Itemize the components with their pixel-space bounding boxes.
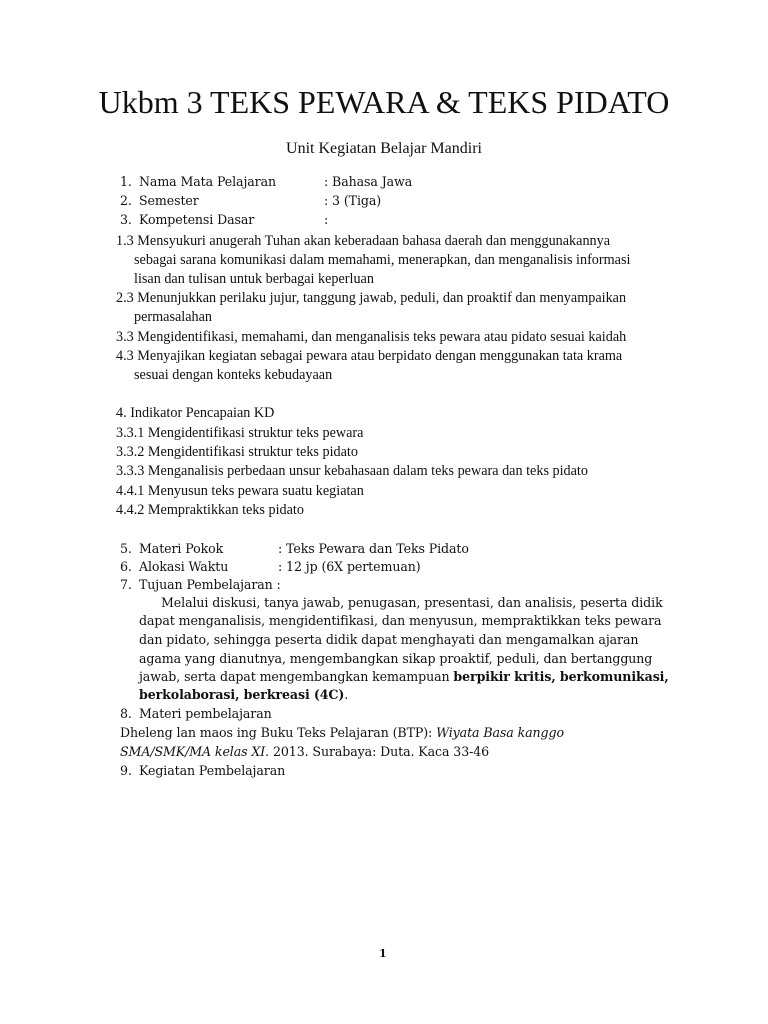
paragraph-line: dapat menganalisis, mengidentifikasi, dan menyusun, mempraktikkan teks pewara [139,613,662,628]
info-value: : [324,212,329,227]
paragraph-line: dan pidato, sehingga peserta didik dapat menghayati dan mengamalkan ajaran [139,632,639,647]
kd-line: 1.3 Mensyukuri anugerah Tuhan akan keberadaan bahasa daerah dan menggunakannya [116,233,611,249]
document-subtitle: Unit Kegiatan Belajar Mandiri [286,140,482,157]
text: Dheleng lan maos ing Buku Teks Pelajaran (BTP): [120,725,437,740]
indikator-item: 4.4.2 Mempraktikkan teks pidato [116,502,304,518]
text: . 2013. Surabaya: Duta. Kaca 33-46 [265,744,490,759]
paragraph-line: Melalui diskusi, tanya jawab, penugasan, presentasi, dan analisis, peserta didik [161,595,663,610]
document-title: Ukbm 3 TEKS PEWARA & TEKS PIDATO [98,84,670,120]
item-value: : Teks Pewara dan Teks Pidato [278,541,469,556]
info-label: Kompetensi Dasar [139,212,255,227]
indikator-item: 4.4.1 Menyusun teks pewara suatu kegiatan [116,483,364,499]
paragraph-line [139,668,669,686]
italic-text: SMA/SMK/MA kelas XI [120,744,266,759]
bold-text: berkolaborasi, berkreasi (4C) [139,687,345,702]
item-num: 5. [120,541,132,556]
indikator-item: 3.3.3 Menganalisis perbedaan unsur kebahasaan dalam teks pewara dan teks pidato [116,463,588,479]
text: jawab, serta dapat mengembangkan kemampuan [139,669,454,684]
kd-line: 2.3 Menunjukkan perilaku jujur, tanggung jawab, peduli, dan proaktif dan menyampaikan [116,290,627,306]
item-label: Materi Pokok [139,541,224,556]
kd-line: 3.3 Mengidentifikasi, memahami, dan menganalisis teks pewara atau pidato sesuai kaidah [116,329,627,345]
info-num: 1. [120,174,132,189]
text: . [344,687,349,702]
info-label: Nama Mata Pelajaran [139,174,277,189]
paragraph-line: agama yang dianutnya, mengembangkan sikap proaktif, peduli, dan bertanggung [139,651,653,666]
item-label: Materi pembelajaran [139,706,272,721]
item-label: Kegiatan Pembelajaran [139,763,286,778]
reference-line [120,724,564,742]
info-value: : Bahasa Jawa [324,174,413,189]
indikator-heading: 4. Indikator Pencapaian KD [116,405,275,421]
paragraph-line [139,686,348,704]
kd-line: lisan dan tulisan untuk berbagai keperluan [134,271,374,287]
indikator-item: 3.3.1 Mengidentifikasi struktur teks pewara [116,425,364,441]
kd-line: sebagai sarana komunikasi dalam memahami, menerapkan, dan menganalisis informasi [134,252,631,268]
item-value: : 12 jp (6X pertemuan) [278,559,421,574]
bold-text: berpikir kritis, berkomunikasi, [453,669,669,684]
kd-line: sesuai dengan konteks kebudayaan [134,367,333,383]
info-label: Semester [139,193,199,208]
info-num: 2. [120,193,132,208]
kd-line: permasalahan [134,309,212,325]
item-label: Alokasi Waktu [139,559,229,574]
item-num: 8. [120,706,132,721]
item-num: 9. [120,763,132,778]
item-num: 7. [120,577,132,592]
indikator-item: 3.3.2 Mengidentifikasi struktur teks pidato [116,444,358,460]
kd-line: 4.3 Menyajikan kegiatan sebagai pewara atau berpidato dengan menggunakan tata krama [116,348,623,364]
item-num: 6. [120,559,132,574]
italic-text: Wiyata Basa kanggo [436,725,564,740]
item-label: Tujuan Pembelajaran : [139,577,281,592]
info-value: : 3 (Tiga) [324,193,382,208]
reference-line [120,743,489,761]
page-number: 1 [379,947,387,960]
info-num: 3. [120,212,132,227]
